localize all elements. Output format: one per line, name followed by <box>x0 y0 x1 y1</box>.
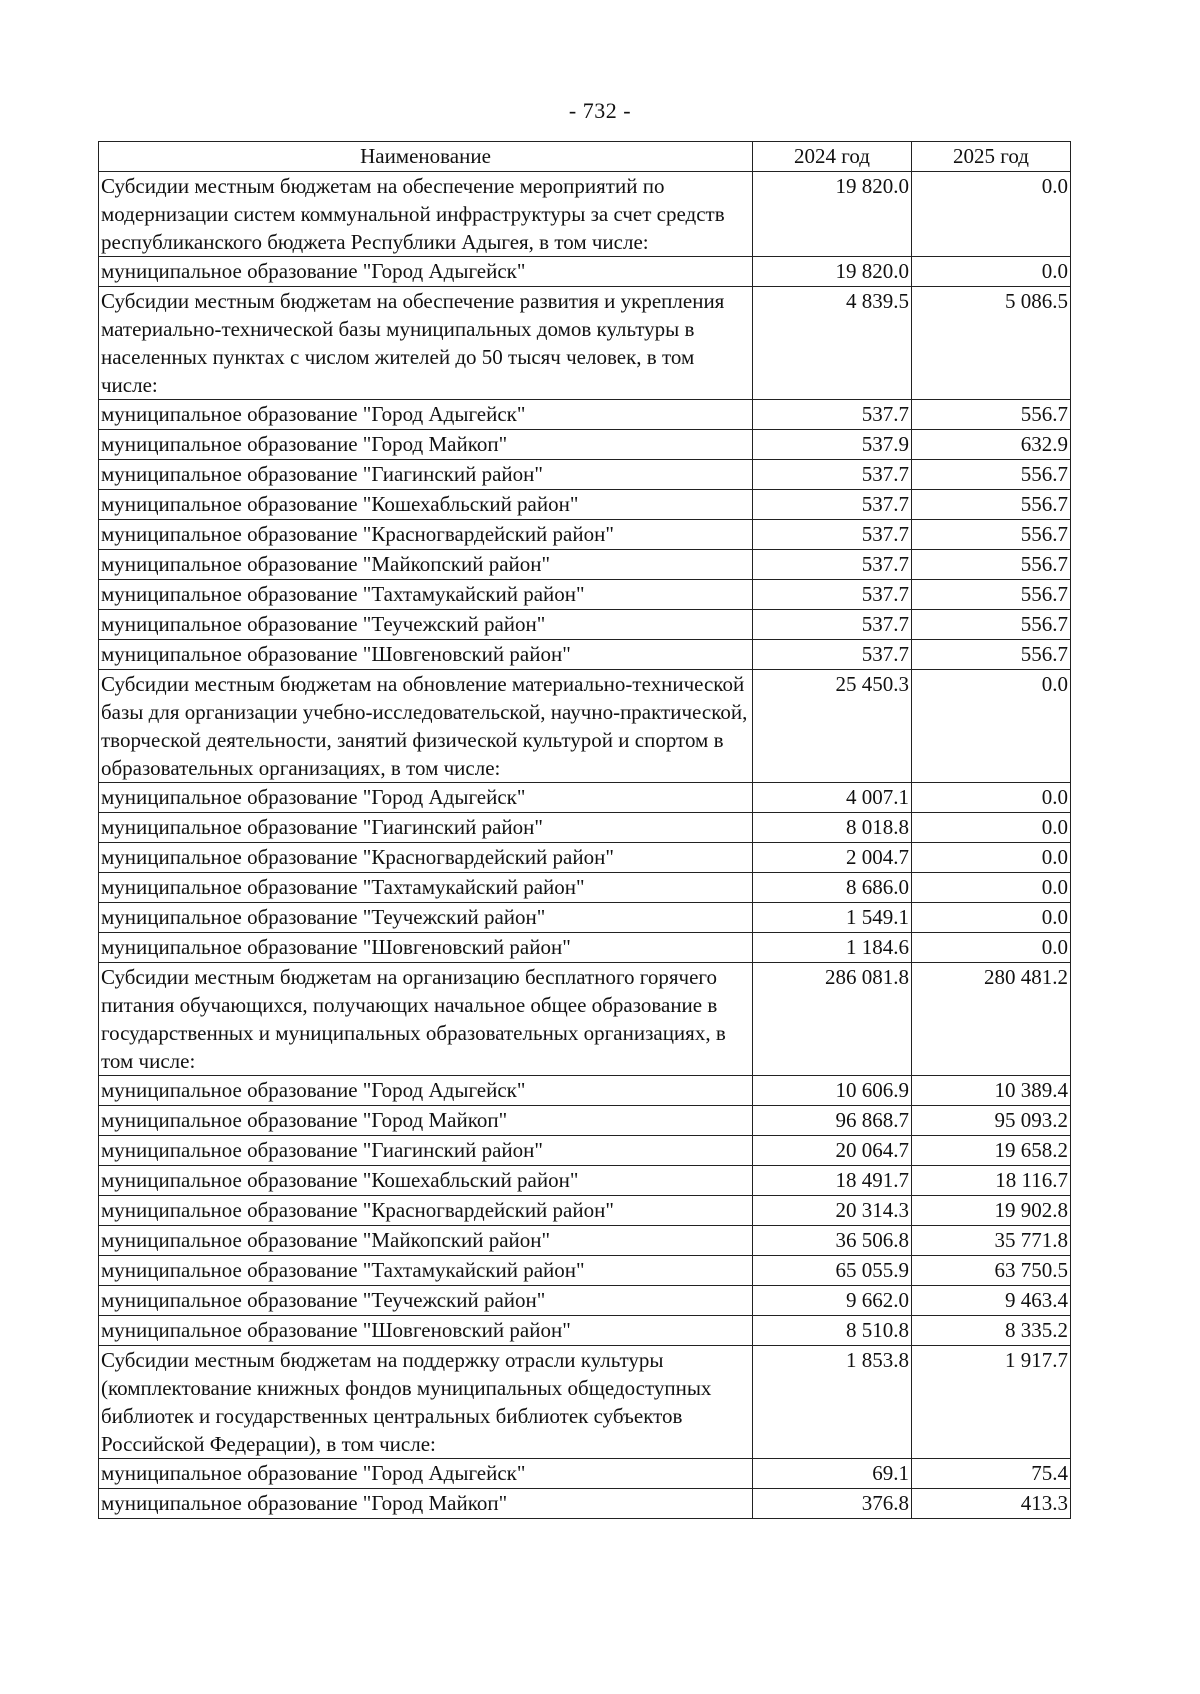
row-value-2025: 5 086.5 <box>912 287 1071 400</box>
table-row <box>99 843 1071 873</box>
row-value-2024: 537.7 <box>753 640 912 670</box>
row-value-2025: 35 771.8 <box>912 1226 1071 1256</box>
table-body <box>99 172 1071 1519</box>
row-value-2024: 18 491.7 <box>753 1166 912 1196</box>
row-value-2024: 25 450.3 <box>753 670 912 783</box>
row-value-2024: 19 820.0 <box>753 257 912 287</box>
table-row <box>99 550 1071 580</box>
row-value-2024: 537.7 <box>753 550 912 580</box>
row-value-2024: 4 007.1 <box>753 783 912 813</box>
table-row <box>99 1286 1071 1316</box>
table-row <box>99 580 1071 610</box>
table-row <box>99 1256 1071 1286</box>
table-row <box>99 1106 1071 1136</box>
row-value-2024: 8 510.8 <box>753 1316 912 1346</box>
row-value-2025: 0.0 <box>912 783 1071 813</box>
row-name-cell: муниципальное образование "Тахтамукайский район" <box>99 1256 753 1286</box>
row-value-2024: 19 820.0 <box>753 172 912 257</box>
header-name: Наименование <box>99 142 753 172</box>
row-value-2025: 556.7 <box>912 640 1071 670</box>
table-row <box>99 1226 1071 1256</box>
row-name-cell: муниципальное образование "Гиагинский район" <box>99 813 753 843</box>
table-row <box>99 610 1071 640</box>
row-value-2025: 95 093.2 <box>912 1106 1071 1136</box>
table-row <box>99 1489 1071 1519</box>
row-value-2025: 18 116.7 <box>912 1166 1071 1196</box>
row-value-2024: 2 004.7 <box>753 843 912 873</box>
row-name-cell: муниципальное образование "Майкопский район" <box>99 550 753 580</box>
row-value-2024: 537.7 <box>753 460 912 490</box>
row-value-2024: 20 314.3 <box>753 1196 912 1226</box>
row-value-2024: 537.7 <box>753 580 912 610</box>
row-name-cell: муниципальное образование "Майкопский район" <box>99 1226 753 1256</box>
row-value-2025: 0.0 <box>912 933 1071 963</box>
row-value-2025: 556.7 <box>912 400 1071 430</box>
table-row <box>99 783 1071 813</box>
row-value-2025: 413.3 <box>912 1489 1071 1519</box>
row-value-2025: 556.7 <box>912 550 1071 580</box>
header-2025: 2025 год <box>912 142 1071 172</box>
row-value-2025: 0.0 <box>912 873 1071 903</box>
row-value-2025: 0.0 <box>912 172 1071 257</box>
row-name-cell: муниципальное образование "Город Адыгейск" <box>99 783 753 813</box>
table-row-group <box>99 1346 1071 1459</box>
row-value-2024: 20 064.7 <box>753 1136 912 1166</box>
table-row-group <box>99 172 1071 257</box>
table-row <box>99 257 1071 287</box>
table-row <box>99 813 1071 843</box>
row-value-2024: 9 662.0 <box>753 1286 912 1316</box>
table-row <box>99 520 1071 550</box>
row-value-2024: 65 055.9 <box>753 1256 912 1286</box>
row-value-2025: 0.0 <box>912 257 1071 287</box>
row-value-2025: 0.0 <box>912 813 1071 843</box>
table-row <box>99 1166 1071 1196</box>
row-value-2024: 36 506.8 <box>753 1226 912 1256</box>
row-name-cell: муниципальное образование "Шовгеновский район" <box>99 640 753 670</box>
row-value-2024: 96 868.7 <box>753 1106 912 1136</box>
row-name-cell: муниципальное образование "Кошехабльский район" <box>99 1166 753 1196</box>
budget-table <box>98 141 1071 1519</box>
row-value-2025: 632.9 <box>912 430 1071 460</box>
header-2024: 2024 год <box>753 142 912 172</box>
table-row <box>99 460 1071 490</box>
row-name-cell: муниципальное образование "Город Майкоп" <box>99 1106 753 1136</box>
row-value-2024: 10 606.9 <box>753 1076 912 1106</box>
row-value-2025: 280 481.2 <box>912 963 1071 1076</box>
row-value-2025: 1 917.7 <box>912 1346 1071 1459</box>
row-value-2024: 537.9 <box>753 430 912 460</box>
table-row <box>99 873 1071 903</box>
row-value-2025: 0.0 <box>912 843 1071 873</box>
table-row <box>99 1076 1071 1106</box>
row-name-cell: Субсидии местным бюджетам на обеспечение развития и укрепления материально-технической базы муниципальных домов культуры в населенных пунктах с числом жителей до 50 тысяч человек, в том числе: <box>99 287 753 400</box>
row-name-cell: муниципальное образование "Город Адыгейск" <box>99 400 753 430</box>
row-name-cell: муниципальное образование "Кошехабльский район" <box>99 490 753 520</box>
row-value-2025: 0.0 <box>912 903 1071 933</box>
row-value-2025: 556.7 <box>912 580 1071 610</box>
row-value-2024: 4 839.5 <box>753 287 912 400</box>
row-value-2024: 1 549.1 <box>753 903 912 933</box>
table-row-group <box>99 287 1071 400</box>
row-value-2024: 8 018.8 <box>753 813 912 843</box>
row-value-2025: 0.0 <box>912 670 1071 783</box>
row-name-cell: муниципальное образование "Шовгеновский район" <box>99 1316 753 1346</box>
row-name-cell: муниципальное образование "Город Майкоп" <box>99 1489 753 1519</box>
table-header-row <box>99 142 1071 172</box>
row-name-cell: муниципальное образование "Красногвардейский район" <box>99 520 753 550</box>
row-name-cell: муниципальное образование "Теучежский район" <box>99 1286 753 1316</box>
table-row <box>99 903 1071 933</box>
row-value-2025: 75.4 <box>912 1459 1071 1489</box>
row-name-cell: Субсидии местным бюджетам на поддержку отрасли культуры (комплектование книжных фондов муниципальных общедоступных библиотек и государственных центральных библиотек субъектов Российской Федерации), в том числе: <box>99 1346 753 1459</box>
row-value-2024: 1 184.6 <box>753 933 912 963</box>
table-row <box>99 640 1071 670</box>
table-row <box>99 430 1071 460</box>
row-name-cell: муниципальное образование "Красногвардейский район" <box>99 1196 753 1226</box>
row-name-cell: муниципальное образование "Тахтамукайский район" <box>99 580 753 610</box>
row-name-cell: Субсидии местным бюджетам на организацию бесплатного горячего питания обучающихся, получающих начальное общее образование в государственных и муниципальных образовательных организациях, в том числе: <box>99 963 753 1076</box>
row-name-cell: муниципальное образование "Гиагинский район" <box>99 1136 753 1166</box>
row-value-2024: 286 081.8 <box>753 963 912 1076</box>
row-name-cell: муниципальное образование "Шовгеновский район" <box>99 933 753 963</box>
row-name-cell: муниципальное образование "Теучежский район" <box>99 610 753 640</box>
table-row <box>99 933 1071 963</box>
row-value-2025: 556.7 <box>912 610 1071 640</box>
row-value-2025: 19 902.8 <box>912 1196 1071 1226</box>
row-value-2024: 537.7 <box>753 400 912 430</box>
table-row <box>99 1136 1071 1166</box>
row-value-2025: 10 389.4 <box>912 1076 1071 1106</box>
table-row <box>99 1459 1071 1489</box>
row-name-cell: муниципальное образование "Тахтамукайский район" <box>99 873 753 903</box>
row-name-cell: муниципальное образование "Гиагинский район" <box>99 460 753 490</box>
page-number: - 732 - <box>568 98 632 123</box>
row-value-2025: 8 335.2 <box>912 1316 1071 1346</box>
row-value-2025: 556.7 <box>912 460 1071 490</box>
row-value-2025: 556.7 <box>912 490 1071 520</box>
row-value-2024: 376.8 <box>753 1489 912 1519</box>
table-row-group <box>99 670 1071 783</box>
row-value-2024: 537.7 <box>753 490 912 520</box>
row-name-cell: муниципальное образование "Город Майкоп" <box>99 430 753 460</box>
table-row <box>99 400 1071 430</box>
row-name-cell: муниципальное образование "Город Адыгейск" <box>99 257 753 287</box>
row-name-cell: Субсидии местным бюджетам на обновление материально-технической базы для организации учебно-исследовательской, научно-практической, творческой деятельности, занятий физической культурой и спортом в образовательных организациях, в том числе: <box>99 670 753 783</box>
table-row-group <box>99 963 1071 1076</box>
row-value-2024: 1 853.8 <box>753 1346 912 1459</box>
row-name-cell: муниципальное образование "Красногвардейский район" <box>99 843 753 873</box>
row-value-2025: 19 658.2 <box>912 1136 1071 1166</box>
row-value-2024: 8 686.0 <box>753 873 912 903</box>
row-name-cell: муниципальное образование "Город Адыгейск" <box>99 1459 753 1489</box>
row-value-2025: 63 750.5 <box>912 1256 1071 1286</box>
table-row <box>99 490 1071 520</box>
row-value-2024: 537.7 <box>753 520 912 550</box>
row-value-2024: 69.1 <box>753 1459 912 1489</box>
row-value-2025: 556.7 <box>912 520 1071 550</box>
row-name-cell: муниципальное образование "Город Адыгейск" <box>99 1076 753 1106</box>
row-name-cell: Субсидии местным бюджетам на обеспечение мероприятий по модернизации систем коммунальной инфраструктуры за счет средств республиканского бюджета Республики Адыгея, в том числе: <box>99 172 753 257</box>
row-value-2024: 537.7 <box>753 610 912 640</box>
table-row <box>99 1196 1071 1226</box>
row-value-2025: 9 463.4 <box>912 1286 1071 1316</box>
table-row <box>99 1316 1071 1346</box>
row-name-cell: муниципальное образование "Теучежский район" <box>99 903 753 933</box>
